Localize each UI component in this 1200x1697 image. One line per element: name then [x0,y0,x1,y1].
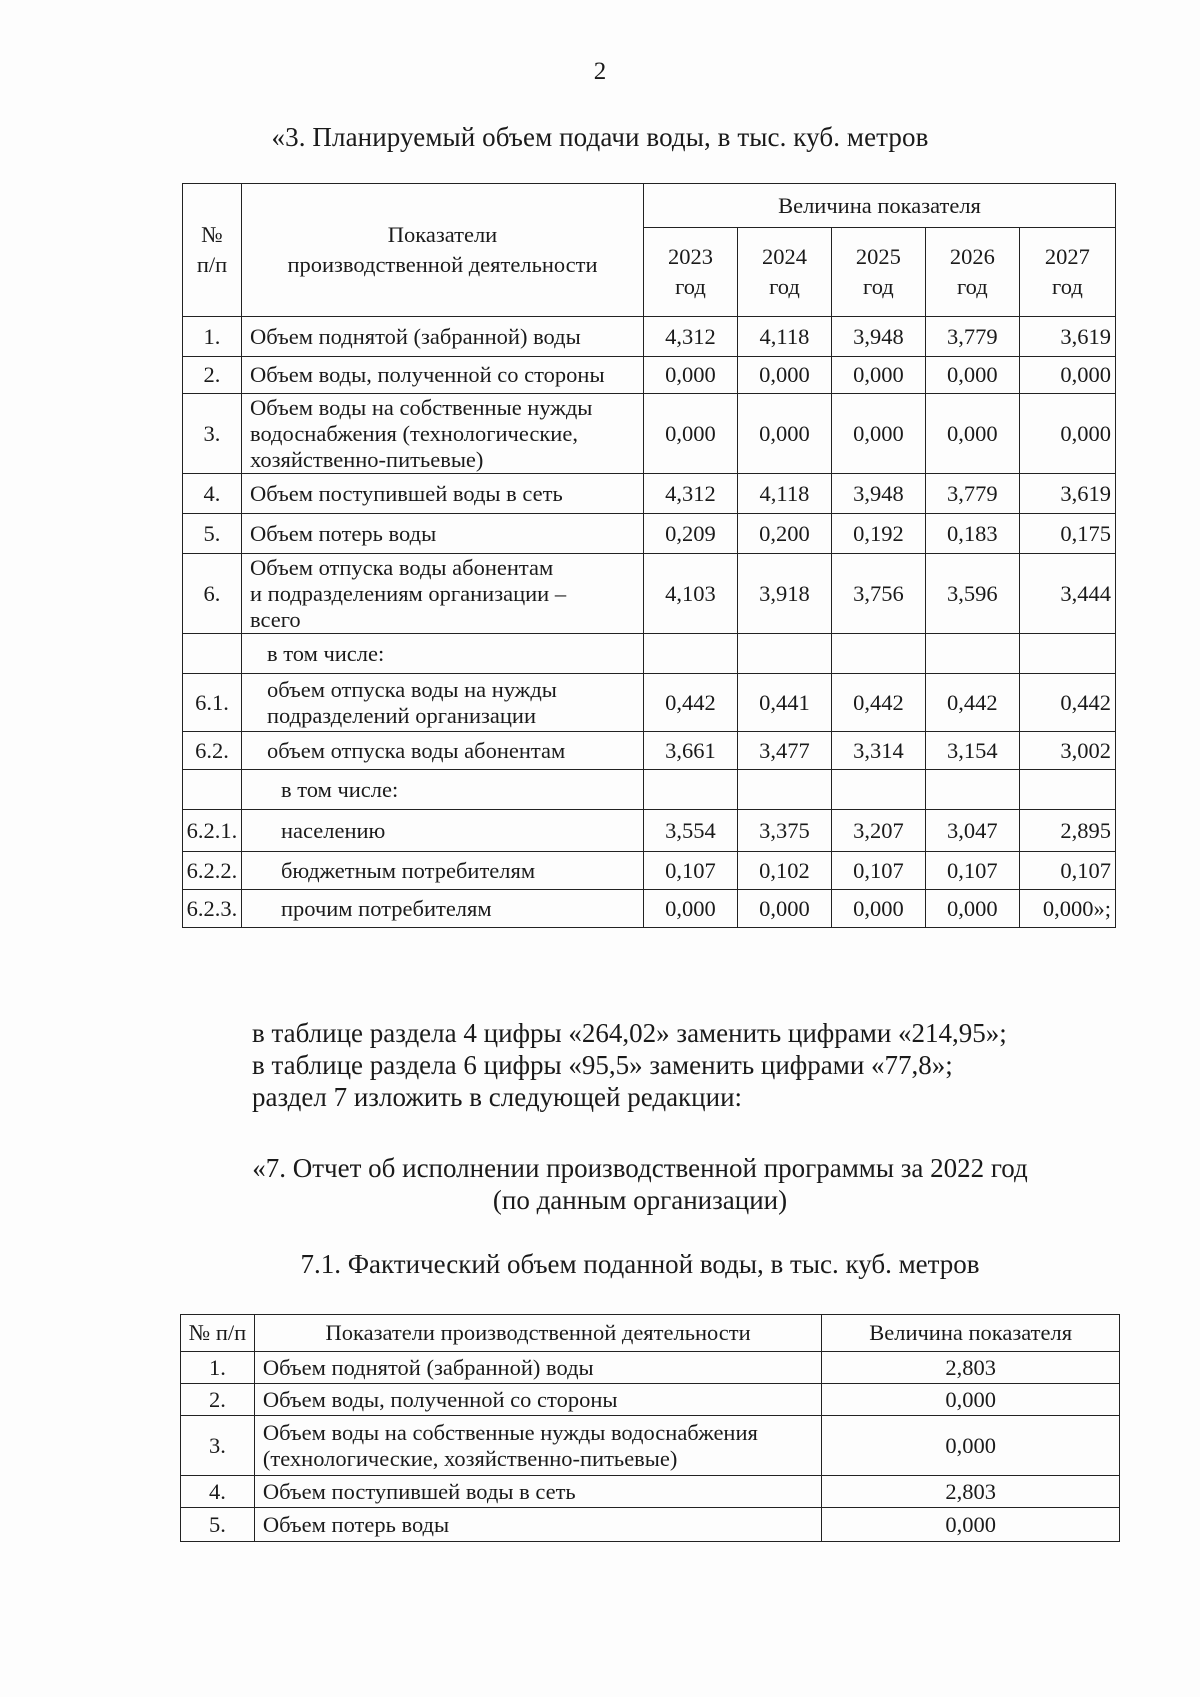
year-header-value: 2025 [855,244,901,269]
year-header-value: 2024 [761,244,807,269]
row-indicator-line: Объем поступившей воды в сеть [249,480,563,506]
table-row [181,1508,1120,1542]
row-number: 6.1. [183,674,242,732]
planned-water-supply-table [182,183,1116,928]
row-value: 0,000 [822,1384,1120,1416]
row-indicator [241,890,643,928]
value-cell-2025: 0,000 [831,890,925,928]
row-indicator-line: бюджетным потребителям [280,857,536,883]
value-cell-2025: 3,948 [831,317,925,357]
row-indicator-line: Объем воды, полученной со стороны [249,362,605,387]
table-row [181,1416,1120,1476]
paragraph-section4-change: в таблице раздела 4 цифры «264,02» заменить цифрами «214,95»; [252,1018,1007,1048]
value-cell-2023: 0,442 [644,674,738,732]
row-indicator [254,1384,821,1416]
value-cell-2024: 3,477 [737,732,831,770]
value-cell-2025 [831,770,925,810]
row-indicator [241,317,643,357]
value-cell-2025: 0,000 [831,357,925,394]
value-cell-2025 [831,634,925,674]
year-header-value: 2026 [949,244,995,269]
table-row [181,1384,1120,1416]
value-cell-2023: 3,554 [644,810,738,852]
table-row [183,890,1116,928]
row-number: 4. [181,1476,255,1508]
table-row [183,732,1116,770]
row-number: 6. [183,554,242,634]
row-indicator-line: Объем поднятой (забранной) воды [262,1354,594,1380]
year-header-value: 2023 [667,244,713,269]
value-cell-2026 [925,770,1019,810]
value-cell-2027: 0,175 [1019,514,1115,554]
value-cell-2025: 0,442 [831,674,925,732]
value-cell-2023 [644,770,738,810]
table-row [181,1476,1120,1508]
row-indicator [254,1416,821,1476]
value-cell-2025: 0,000 [831,394,925,474]
value-cell-2023: 0,000 [644,394,738,474]
value-cell-2027: 3,619 [1019,317,1115,357]
value-cell-2026 [925,634,1019,674]
value-cell-2026: 0,000 [925,357,1019,394]
value-cell-2024: 3,375 [737,810,831,852]
value-cell-2023 [644,634,738,674]
year-header-value: 2027 [1044,244,1090,269]
row-indicator [241,394,643,474]
value-cell-2024: 3,918 [737,554,831,634]
row-indicator-line: населению [280,817,386,843]
row-indicator [254,1476,821,1508]
indicator-header-line1: Показатели [387,222,498,247]
value-cell-2023: 0,209 [644,514,738,554]
actual-water-supply-table [180,1314,1120,1542]
year-header-2023 [644,228,738,317]
value-cell-2025: 3,207 [831,810,925,852]
value-cell-2024: 0,000 [737,394,831,474]
section7-title-line2: (по данным организации) [492,1185,788,1215]
value-cell-2027 [1019,634,1115,674]
section7-subtitle: 7.1. Фактический объем поданной воды, в тыс. куб. метров [300,1249,980,1279]
paragraph-section6-change: в таблице раздела 6 цифры «95,5» заменить цифрами «77,8»; [252,1050,953,1080]
t71-indicator-header: Показатели производственной деятельности [254,1315,821,1352]
t71-value-header: Величина показателя [822,1315,1120,1352]
year-header-unit: год [769,274,800,299]
value-cell-2026: 3,779 [925,317,1019,357]
t71-num-header: № п/п [181,1315,255,1352]
row-indicator [241,770,643,810]
value-cell-2026: 0,000 [925,890,1019,928]
row-indicator-line: всего [249,606,301,632]
value-cell-2027: 0,000 [1019,394,1115,474]
row-indicator-line: и подразделениям организации – [249,580,567,606]
year-header-unit: год [863,274,894,299]
row-number: 2. [181,1384,255,1416]
value-cell-2026: 3,596 [925,554,1019,634]
value-cell-2024: 0,441 [737,674,831,732]
value-cell-2027: 3,002 [1019,732,1115,770]
value-cell-2025: 0,192 [831,514,925,554]
table-row [183,674,1116,732]
value-cell-2023: 4,312 [644,474,738,514]
row-number: 6.2.1. [183,810,242,852]
year-header-unit: год [675,274,706,299]
paragraph-section7-intro: раздел 7 изложить в следующей редакции: [252,1082,743,1112]
value-cell-2024: 4,118 [737,474,831,514]
row-number: 6.2.3. [183,890,242,928]
row-number: 2. [183,357,242,394]
section7-title-line1: «7. Отчет об исполнении производственной программы за 2022 год [252,1153,1028,1183]
row-number: 3. [183,394,242,474]
row-value: 2,803 [822,1476,1120,1508]
row-indicator-line: в том числе: [280,776,399,802]
row-number: 1. [183,317,242,357]
value-cell-2026: 3,154 [925,732,1019,770]
value-cell-2023: 0,107 [644,852,738,890]
row-indicator [241,852,643,890]
value-cell-2023: 0,000 [644,890,738,928]
year-header-2027 [1019,228,1115,317]
row-indicator [254,1508,821,1542]
row-value: 0,000 [822,1416,1120,1476]
value-cell-2026: 0,107 [925,852,1019,890]
row-number [183,634,242,674]
value-cell-2024: 4,118 [737,317,831,357]
table-row [183,317,1116,357]
value-cell-2023: 0,000 [644,357,738,394]
table-row [183,394,1116,474]
row-indicator [241,554,643,634]
row-number: 6.2. [183,732,242,770]
value-cell-2023: 3,661 [644,732,738,770]
value-cell-2024: 0,000 [737,890,831,928]
year-header-unit: год [956,274,988,299]
value-cell-2023: 4,103 [644,554,738,634]
value-cell-2026: 0,000 [925,394,1019,474]
value-cell-2025: 3,948 [831,474,925,514]
page-number: 2 [593,58,607,85]
row-indicator-line: водоснабжения (технологические, [249,420,578,446]
row-number: 4. [183,474,242,514]
value-cell-2024 [737,770,831,810]
section3-title: «3. Планируемый объем подачи воды, в тыс. куб. метров [271,122,929,152]
value-cell-2027: 0,107 [1019,852,1115,890]
value-cell-2024: 0,200 [737,514,831,554]
row-indicator-line: хозяйственно-питьевые) [249,446,484,472]
row-indicator-line: Объем потерь воды [262,1511,450,1537]
row-indicator-line: объем отпуска воды абонентам [266,737,566,763]
section7-title [0,1152,1200,1216]
row-indicator-line: объем отпуска воды на нужды [266,676,557,702]
row-indicator-line: Объем воды на собственные нужды водоснабжения [262,1419,758,1445]
value-cell-2026: 0,442 [925,674,1019,732]
row-indicator [241,674,643,732]
row-number: 6.2.2. [183,852,242,890]
table-row [183,554,1116,634]
row-value: 2,803 [822,1352,1120,1384]
row-indicator-line: Объем воды, полученной со стороны [262,1386,618,1412]
value-cell-2024: 0,000 [737,357,831,394]
row-number: 5. [181,1508,255,1542]
value-group-header: Величина показателя [644,184,1116,228]
row-indicator [241,634,643,674]
num-header-line2: п/п [196,252,228,277]
value-cell-2025: 0,107 [831,852,925,890]
row-indicator [241,810,643,852]
table-row [183,634,1116,674]
value-cell-2027 [1019,770,1115,810]
table-row [181,1352,1120,1384]
row-indicator [254,1352,821,1384]
value-cell-2025: 3,314 [831,732,925,770]
row-number: 1. [181,1352,255,1384]
row-indicator-line: Объем отпуска воды абонентам [249,554,554,580]
table-row [183,474,1116,514]
row-indicator-line: Объем воды на собственные нужды [249,394,593,420]
table-row [183,852,1116,890]
row-number: 3. [181,1416,255,1476]
value-cell-2026: 0,183 [925,514,1019,554]
value-cell-2023: 4,312 [644,317,738,357]
value-cell-2026: 3,047 [925,810,1019,852]
value-cell-2025: 3,756 [831,554,925,634]
row-indicator-line: (технологические, хозяйственно-питьевые) [262,1445,678,1471]
row-value: 0,000 [822,1508,1120,1542]
row-indicator [241,514,643,554]
row-number [183,770,242,810]
row-indicator-line: в том числе: [266,640,385,666]
row-indicator-line: Объем поступившей воды в сеть [262,1478,576,1504]
table-row [183,514,1116,554]
row-indicator [241,474,643,514]
row-indicator [241,357,643,394]
year-header-2025 [831,228,925,317]
value-cell-2026: 3,779 [925,474,1019,514]
indicator-header [241,184,643,317]
table-row [183,357,1116,394]
row-indicator-line: прочим потребителям [280,895,492,921]
value-cell-2027: 0,442 [1019,674,1115,732]
row-number: 5. [183,514,242,554]
row-indicator [241,732,643,770]
row-indicator-line: Объем потерь воды [249,520,437,546]
row-indicator-line: подразделений организации [266,702,536,728]
value-cell-2024: 0,102 [737,852,831,890]
indicator-header-line2: производственной деятельности [287,252,598,277]
table-row [183,770,1116,810]
num-header [183,184,242,317]
value-cell-2027: 0,000»; [1019,890,1115,928]
year-header-2024 [737,228,831,317]
value-cell-2027: 3,619 [1019,474,1115,514]
row-indicator-line: Объем поднятой (забранной) воды [249,323,581,349]
value-cell-2024 [737,634,831,674]
table-row [183,810,1116,852]
value-cell-2027: 0,000 [1019,357,1115,394]
year-header-2026 [925,228,1019,317]
num-header-line1: № [201,222,223,247]
value-cell-2027: 2,895 [1019,810,1115,852]
value-cell-2027: 3,444 [1019,554,1115,634]
year-header-unit: год [1052,274,1083,299]
